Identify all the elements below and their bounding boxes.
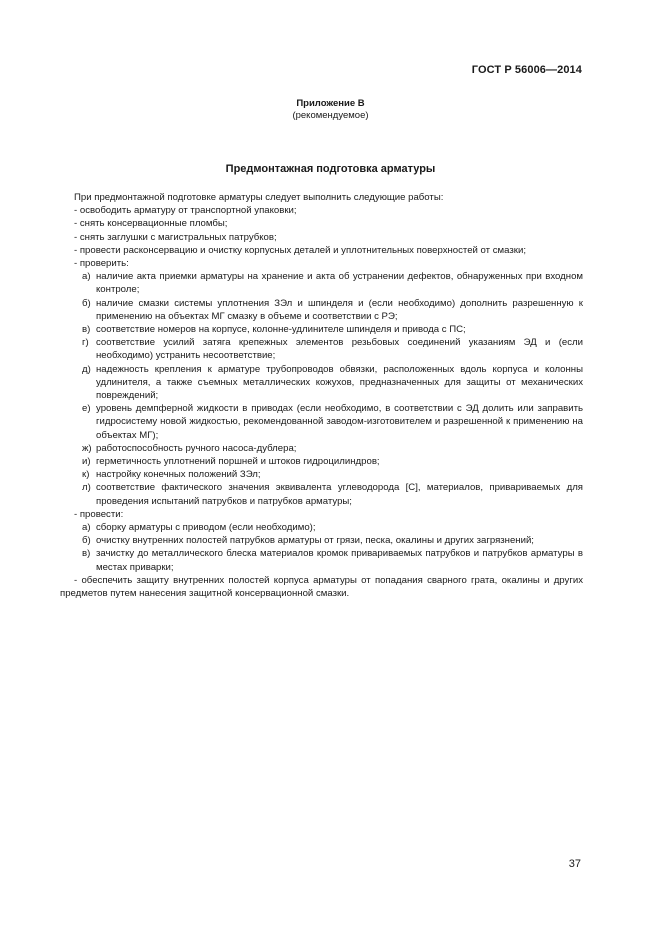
list-item <box>60 323 583 336</box>
list-item <box>60 442 583 455</box>
item-text: работоспособность ручного насоса-дублера; <box>96 442 297 454</box>
item-marker: в) <box>82 324 91 336</box>
item-text: герметичность уплотнений поршней и штоков гидроцилиндров; <box>96 456 380 468</box>
perform-lead: - провести: <box>74 508 124 520</box>
final-paragraph: - обеспечить защиту внутренних полостей корпуса арматуры от попадания сварного грата, окалины и других предметов путем нанесения защитной консервационной смазки. <box>60 574 583 600</box>
item-text: зачистку до металлического блеска материалов кромок привариваемых патрубков и патрубков арматуры в местах приварки; <box>96 548 583 573</box>
list-item <box>60 402 583 442</box>
item-marker: к) <box>82 469 90 481</box>
item-marker: б) <box>82 297 91 309</box>
page-number: 37 <box>568 858 581 870</box>
item-text: соответствие усилий затяга крепежных элементов резьбовых соединений указаниям ЭД и (если необходимо) устранить несоответствие; <box>96 337 583 362</box>
item-marker: а) <box>82 271 91 283</box>
section-title: Предмонтажная подготовка арматуры <box>225 163 436 175</box>
item-marker: б) <box>82 535 91 547</box>
annex-subtitle: (рекомендуемое) <box>292 110 369 121</box>
annex-heading <box>0 98 661 122</box>
step-deconservation: - провести расконсервацию и очистку корпусных деталей и уплотнительных поверхностей от смазки; <box>74 244 526 256</box>
item-marker: д) <box>82 363 91 375</box>
item-text: настройку конечных положений ЗЭл; <box>96 469 261 481</box>
item-marker: л) <box>82 482 91 494</box>
annex-title: Приложение В <box>296 98 365 109</box>
item-text: наличие смазки системы уплотнения ЗЭл и шпинделя и (если необходимо) дополнить разрешенную к применению на объектах МГ смазку в объеме и соответствии с РЭ; <box>96 297 583 322</box>
document-body <box>60 191 583 600</box>
standard-designation: ГОСТ Р 56006—2014 <box>471 64 582 76</box>
item-text: надежность крепления к арматуре трубопроводов обвязки, расположенных вдоль корпуса и колонны удлинителя, а также съемных металлических кожухов, предназначенных для защиты от механических повреждений; <box>96 363 583 402</box>
item-marker: а) <box>82 522 91 534</box>
item-text: сборку арматуры с приводом (если необходимо); <box>96 522 316 534</box>
item-text: наличие акта приемки арматуры на хранение и акта об устранении дефектов, обнаруженных при входном контроле; <box>96 271 583 296</box>
check-lead: - проверить: <box>74 258 129 270</box>
list-item <box>60 363 583 403</box>
list-item <box>60 336 583 362</box>
item-text: соответствие номеров на корпусе, колонне-удлинителе шпинделя и привода с ПС; <box>96 324 466 336</box>
intro-paragraph: При предмонтажной подготовке арматуры следует выполнить следующие работы: <box>74 192 444 203</box>
list-item <box>60 297 583 323</box>
step-remove-seals: - снять консервационные пломбы; <box>74 218 228 230</box>
item-text: очистку внутренних полостей патрубков арматуры от грязи, песка, окалины и других загрязнений; <box>96 535 534 547</box>
step-unpack: - освободить арматуру от транспортной упаковки; <box>74 205 297 217</box>
item-text: уровень демпферной жидкости в приводах (если необходимо, в соответствии с ЭД долить или заправить гидросистему новой жидкостью, рекомендованной заводом-изготовителем и разрешенной к применению на объектах МГ); <box>96 403 583 441</box>
item-marker: е) <box>82 403 91 415</box>
list-item <box>60 521 583 534</box>
step-remove-plugs: - снять заглушки с магистральных патрубков; <box>74 231 277 243</box>
list-item <box>60 534 583 547</box>
list-item <box>60 455 583 468</box>
item-marker: г) <box>82 337 89 349</box>
item-marker: ж) <box>82 442 92 454</box>
item-text: соответствие фактического значения эквивалента углеводорода [С], материалов, привариваемых для проведения испытаний патрубков и патрубков арматуры; <box>96 482 583 507</box>
item-marker: и) <box>82 456 91 468</box>
list-item <box>60 547 583 573</box>
item-marker: в) <box>82 548 91 560</box>
list-item <box>60 468 583 481</box>
list-item <box>60 481 583 507</box>
list-item <box>60 270 583 296</box>
